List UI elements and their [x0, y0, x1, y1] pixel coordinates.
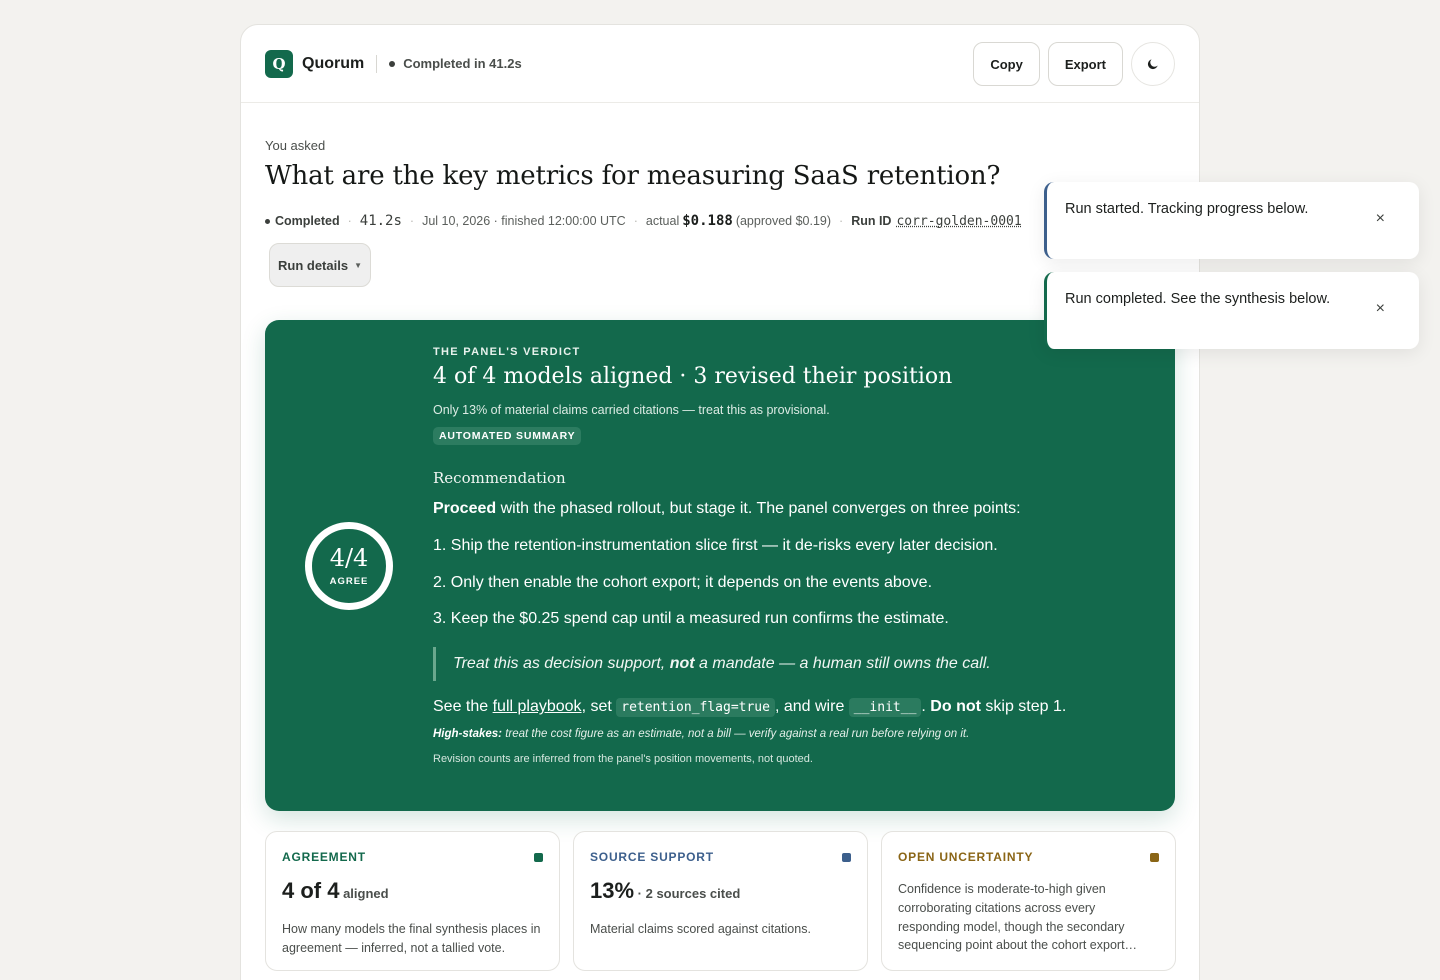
status-dot-icon — [265, 219, 270, 224]
metric-desc: Confidence is moderate-to-high given corroborating citations across every responding model, though the secondary sequencing point about the cohort export… — [898, 882, 1138, 953]
high-stakes-text: treat the cost figure as an estimate, not a bill — verify against a real run before relying on it. — [502, 727, 970, 740]
metric-label: OPEN UNCERTAINTY — [898, 850, 1034, 864]
meta-run-id[interactable]: corr-golden-0001 — [896, 213, 1022, 229]
metric-value-number: 13% — [590, 878, 635, 903]
metric-color-square-icon — [1150, 853, 1159, 862]
see-playbook-line — [433, 697, 1153, 718]
see-mid2: , and wire — [774, 698, 849, 716]
question-title: What are the key metrics for measuring SaaS retention? — [265, 161, 1001, 191]
ring-value: 4/4 — [329, 543, 369, 572]
metric-unit: aligned — [339, 886, 389, 901]
meta-separator: · — [839, 214, 844, 228]
agreement-ring — [305, 522, 393, 610]
quorum-logo-icon: Q — [265, 50, 293, 78]
see-suffix: skip step 1. — [980, 698, 1067, 716]
see-mid: , set — [581, 698, 617, 716]
toast-text: Run started. Tracking progress below. — [1065, 201, 1309, 217]
meta-approved: (approved $0.19) — [735, 214, 832, 228]
run-status: Completed in 41.2s — [403, 56, 522, 71]
moon-icon — [1146, 57, 1160, 71]
meta-separator: · — [347, 214, 352, 228]
recommendation-heading: Recommendation — [433, 469, 566, 487]
meta-actual-label: actual — [645, 214, 680, 228]
lead-rest: with the phased rollout, but stage it. The panel converges on three points: — [496, 500, 1021, 517]
automated-summary-badge: AUTOMATED SUMMARY — [433, 427, 581, 445]
point-item: 2. Only then enable the cohort export; it depends on the events above. — [433, 573, 933, 591]
metrics-row — [265, 831, 1176, 971]
top-actions — [973, 42, 1175, 86]
verdict-body — [433, 346, 1153, 765]
verdict-eyebrow: THE PANEL'S VERDICT — [433, 346, 581, 358]
divider — [376, 55, 377, 73]
run-details-label: Run details — [278, 257, 349, 273]
quote-after: a mandate — a human still owns the call. — [694, 655, 991, 673]
see-mid3: . — [921, 698, 931, 716]
code-retention-flag: retention_flag=true — [616, 698, 775, 717]
meta-separator: · — [409, 214, 415, 228]
metric-color-square-icon — [534, 853, 543, 862]
close-icon[interactable]: × — [1375, 210, 1385, 227]
top-bar — [241, 25, 1199, 103]
recommendation-lead — [433, 499, 1153, 520]
metric-card-agreement — [265, 831, 560, 971]
see-prefix: See the — [433, 698, 493, 716]
decision-quote — [433, 647, 1153, 681]
close-icon[interactable]: × — [1375, 300, 1385, 317]
metric-desc: Material claims scored against citations. — [590, 922, 811, 936]
meta-run-id-label: Run ID — [851, 214, 892, 228]
you-asked-label: You asked — [265, 138, 326, 153]
result-card — [240, 24, 1200, 980]
meta-date: Jul 10, 2026 · finished 12:00:00 UTC — [422, 214, 626, 228]
quote-before: Treat this as decision support, — [453, 655, 670, 673]
toast-run-started — [1044, 182, 1419, 259]
verdict-note: Only 13% of material claims carried citations — treat this as provisional. — [433, 403, 830, 417]
high-stakes-label: High-stakes: — [433, 727, 503, 740]
metric-card-open-uncertainty — [881, 831, 1176, 971]
point-item: 1. Ship the retention-instrumentation slice first — it de-risks every later decision. — [433, 536, 998, 554]
run-meta — [265, 213, 1175, 229]
run-details-button[interactable] — [269, 243, 371, 287]
metric-label: AGREEMENT — [282, 850, 366, 864]
toast-text: Run completed. See the synthesis below. — [1065, 291, 1331, 307]
high-stakes-note — [433, 728, 1153, 740]
caret-down-icon: ▼ — [354, 260, 362, 270]
status-dot-icon — [389, 61, 395, 67]
point-item: 3. Keep the $0.25 spend cap until a measured run confirms the estimate. — [433, 610, 949, 628]
metric-color-square-icon — [842, 853, 851, 862]
meta-duration: 41.2s — [359, 213, 402, 229]
copy-button[interactable]: Copy — [973, 42, 1040, 86]
metric-label: SOURCE SUPPORT — [590, 850, 714, 864]
theme-toggle-button[interactable] — [1131, 42, 1175, 86]
lead-bold: Proceed — [433, 500, 497, 517]
code-init: __init__ — [849, 698, 922, 717]
meta-status: Completed — [275, 214, 340, 228]
full-playbook-link[interactable]: full playbook — [492, 698, 582, 716]
toast-run-completed — [1044, 272, 1419, 349]
app-name: Quorum — [302, 54, 365, 72]
export-button[interactable]: Export — [1048, 42, 1123, 86]
meta-separator: · — [633, 214, 638, 228]
verdict-title: 4 of 4 models aligned · 3 revised their position — [433, 364, 953, 389]
metric-value-number: 4 of 4 — [282, 878, 340, 903]
metric-unit: · 2 sources cited — [634, 886, 741, 901]
ring-label: AGREE — [329, 575, 369, 587]
see-bold: Do not — [930, 698, 981, 716]
metric-value — [590, 878, 851, 904]
quote-bold: not — [669, 655, 695, 673]
verdict-panel — [265, 320, 1175, 811]
metric-desc: How many models the final synthesis places in agreement — inferred, not a tallied vote. — [282, 922, 541, 956]
meta-actual-cost: $0.188 — [682, 213, 733, 229]
verdict-footnote: Revision counts are inferred from the panel's position movements, not quoted. — [433, 752, 813, 765]
metric-value — [282, 878, 543, 904]
metric-card-source-support — [573, 831, 868, 971]
